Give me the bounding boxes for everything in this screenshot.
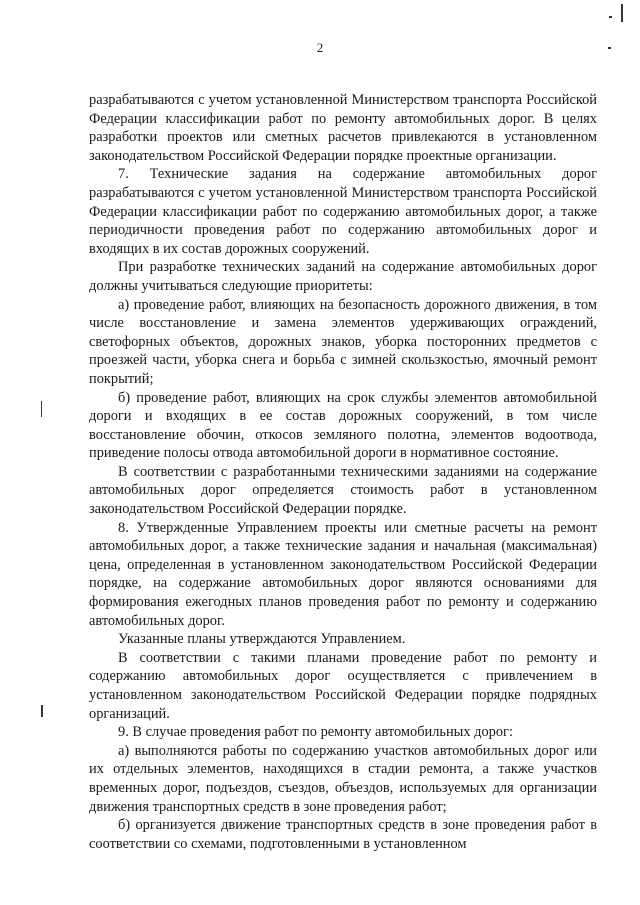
paragraph-continuation: разрабатываются с учетом установленной Министерством транспорта Российской Федерации классификации работ по ремонту автомобильных дорог. В целях разработки проектов или сметных расчетов привлекаются в установленном законодательством Российской Федерации порядке проектные организации. (89, 92, 597, 164)
paragraph-item-9-a: а) выполняются работы по содержанию участков автомобильных дорог или их отдельных элементов, находящихся в стадии ремонта, а также участков временных дорог, подъездов, съездов, объездов, используемых для организации движения транспортных средств в зоне проведения работ; (89, 742, 597, 815)
scan-mark-right-top (621, 4, 623, 22)
paragraph-cost: В соответствии с разработанными техническими заданиями на содержание автомобильных дорог определяется стоимость работ в установленном законодательством Российской Федерации порядке. (89, 463, 597, 518)
scan-mark-right-tick (609, 16, 612, 18)
scan-mark-left-lower (41, 705, 43, 717)
paragraph-item-9: 9. В случае проведения работ по ремонту автомобильных дорог: (118, 724, 513, 741)
paragraph-priority-a: а) проведение работ, влияющих на безопасность дорожного движения, в том числе восстановление и замена элементов удерживающих ограждений, светофорных объектов, дорожных знаков, уборка посторонних предметов с проезжей части, уборка снега и борьба с зимней скользкостью, ямочный ремонт покрытий; (89, 296, 597, 387)
paragraph-item-9-b: б) организуется движение транспортных средств в зоне проведения работ в соответствии со схемами, подготовленными в установленном (89, 817, 597, 852)
paragraph-item-7: 7. Технические задания на содержание автомобильных дорог разрабатываются с учетом установленной Министерством транспорта Российской Федерации классификации работ по содержанию автомобильных дорог, а также периодичности проведения работ по содержанию автомобильных дорог и входящих в их состав дорожных сооружений. (89, 166, 597, 257)
scan-mark-left-upper (41, 401, 42, 417)
paragraph-priority-b: б) проведение работ, влияющих на срок службы элементов автомобильной дороги и входящих в ее состав дорожных сооружений, в том числе восстановление обочин, откосов земляного полотна, элементов водоотвода, приведение полосы отвода автомобильной дороги в нормативное состояние. (89, 389, 597, 462)
paragraph-contractors: В соответствии с такими планами проведение работ по ремонту и содержанию автомобильных дорог осуществляется с привлечением в установленном законодательством Российской Федерации порядке подрядных организаций. (89, 649, 597, 722)
page-number: 2 (316, 40, 324, 55)
paragraph-priorities-intro: При разработке технических заданий на содержание автомобильных дорог должны учитываться следующие приоритеты: (89, 259, 597, 294)
paragraph-plans-approved: Указанные планы утверждаются Управлением. (118, 631, 406, 648)
document-body (89, 91, 597, 853)
paragraph-item-8: 8. Утвержденные Управлением проекты или сметные расчеты на ремонт автомобильных дорог, а также технические задания и начальная (максимальная) цена, определенная в установленном законодательством Российской Федерации порядке, на содержание автомобильных дорог являются основаниями для формирования ежегодных планов проведения работ по ремонту и содержанию автомобильных дорог. (89, 519, 597, 629)
